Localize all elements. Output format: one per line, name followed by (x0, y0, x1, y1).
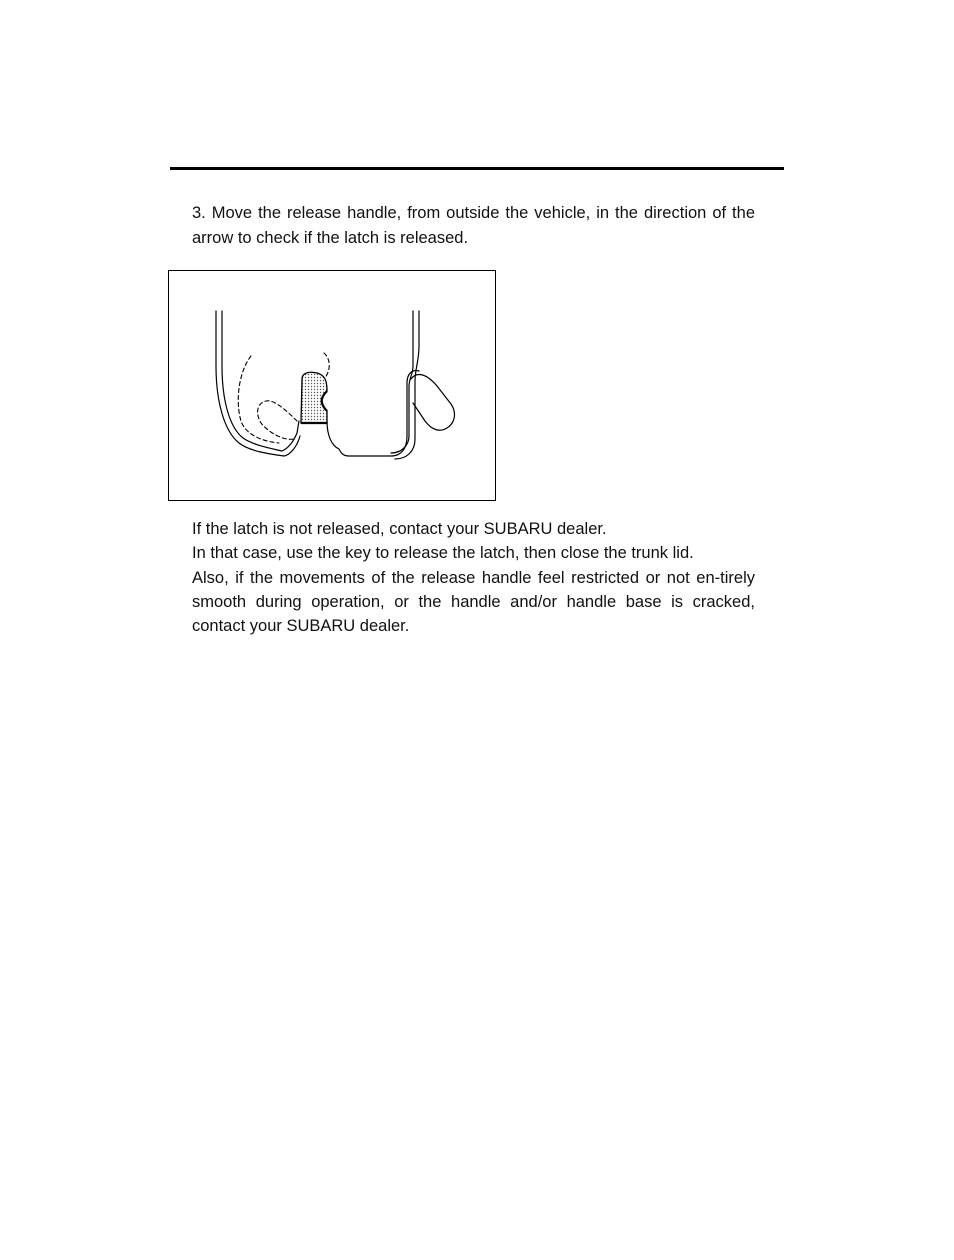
right-wall-inner-line (391, 311, 413, 453)
release-handle-figure (168, 270, 496, 501)
notes-block (192, 517, 755, 638)
trunk-release-handle-illustration-icon (169, 271, 497, 502)
handle-original-position (258, 401, 297, 440)
left-wall-inner-line (222, 311, 282, 451)
section-divider (170, 167, 784, 170)
note-line-2: In that case, use the key to release the latch, then close the trunk lid. (192, 544, 694, 563)
note-line-3: Also, if the movements of the release handle feel restricted or not en-tirely smooth during operation, or the handle and/or handle base is cracked, contact your SUBARU dealer. (192, 568, 755, 636)
step-3-instruction: 3. Move the release handle, from outside the vehicle, in the direction of the arrow to check if the latch is released. (192, 204, 755, 247)
left-wall-outer-line (216, 311, 284, 456)
housing-right-outer-line (327, 371, 419, 457)
note-line-1: If the latch is not released, contact your SUBARU dealer. (192, 520, 607, 538)
handle-original-arc-right (324, 353, 329, 379)
handle-original-arc-left (238, 356, 279, 443)
handle-base-left-curve (282, 421, 299, 451)
handle-pulled-position (411, 375, 454, 431)
